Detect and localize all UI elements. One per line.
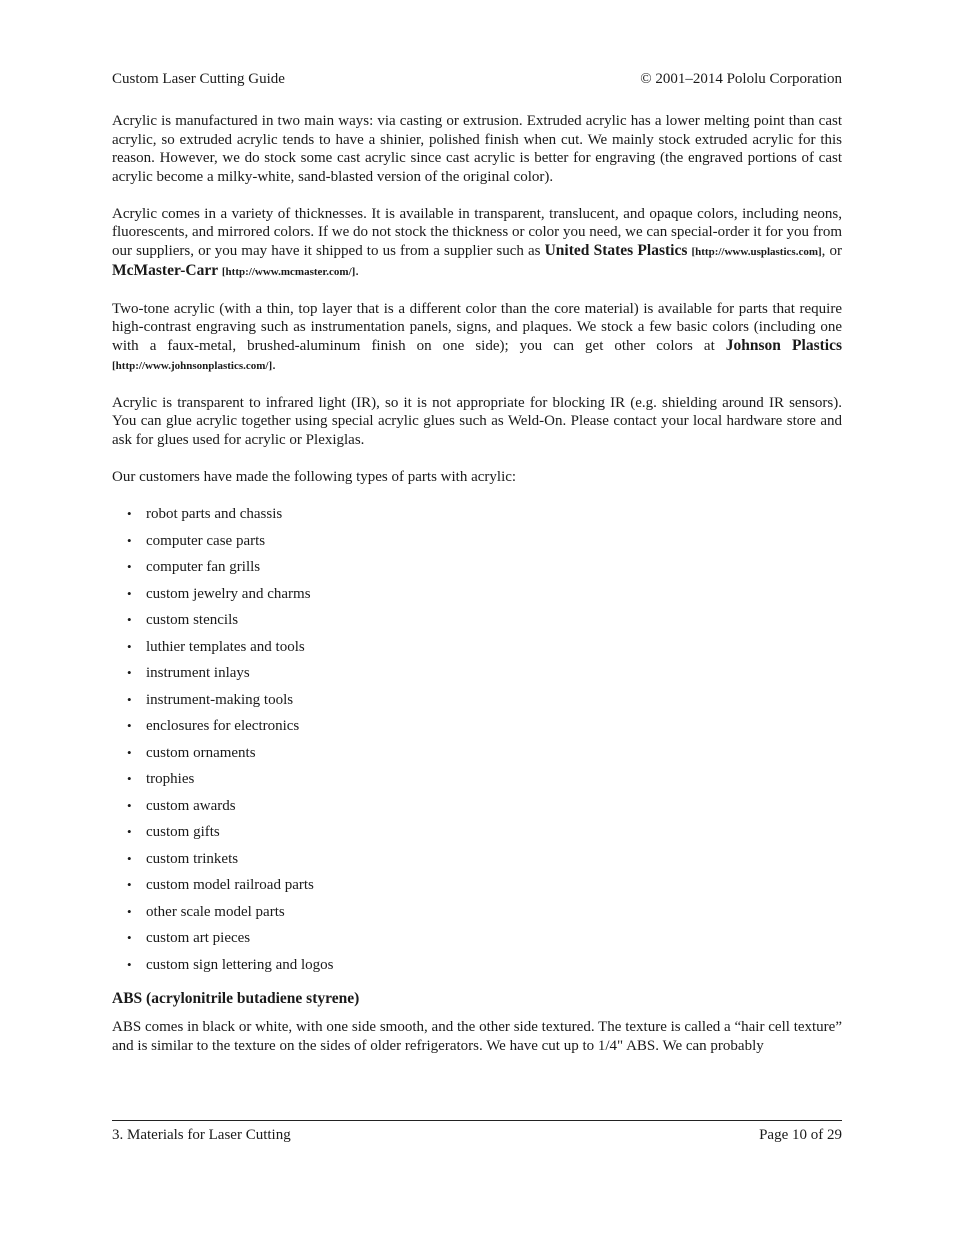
bullet-icon: •: [127, 532, 132, 548]
bullet-icon: •: [127, 771, 132, 786]
section-heading-abs: ABS (acrylonitrile butadiene styrene): [112, 990, 360, 1007]
bullet-icon: •: [127, 506, 132, 521]
list-item-text: robot parts and chassis: [146, 506, 283, 522]
list-item-text: other scale model parts: [146, 903, 285, 920]
list-item: [112, 611, 842, 638]
document-page: [112, 0, 842, 1235]
page-header: [112, 70, 842, 88]
link-mcmaster-carr[interactable]: McMaster-Carr: [112, 261, 219, 279]
list-item: [112, 876, 842, 903]
paragraph-text: Acrylic comes in a variety of thicknesses. It is available in transparent, translucent, and opaque colors, including neons, fluorescents, and mirrored colors. If we do not stock the thickness or color you need, we can special-order it for you from our suppliers, or you may have it shipped to us from a supplier such as: [112, 205, 842, 260]
list-item-text: custom trinkets: [146, 850, 239, 867]
list-item: [112, 929, 842, 956]
bullet-icon: •: [127, 744, 132, 760]
list-item-text: instrument-making tools: [146, 691, 294, 708]
list-item: [112, 850, 842, 877]
list-item-text: custom sign lettering and logos: [146, 956, 334, 973]
acrylic-parts-list: [112, 505, 842, 982]
list-item-text: custom ornaments: [146, 744, 256, 761]
paragraph-acrylic-ir: Acrylic is transparent to infrared light (IR), so it is not appropriate for blocking IR (e.g. shielding around IR sensors). You can glue acrylic together using special acrylic glues such as Weld-On. Please contact your local hardware store and ask for glues used for acrylic or Plexiglas.: [112, 394, 842, 448]
list-item: [112, 903, 842, 930]
list-item: [112, 505, 842, 532]
paragraph-two-tone-acrylic: [112, 300, 842, 375]
list-item-text: custom gifts: [146, 824, 220, 840]
list-item-text: custom art pieces: [146, 930, 251, 946]
bullet-icon: •: [127, 691, 132, 707]
list-item-text: trophies: [146, 771, 195, 787]
list-item: [112, 744, 842, 771]
footer-section-title: 3. Materials for Laser Cutting: [112, 1127, 291, 1143]
bullet-icon: •: [127, 718, 132, 733]
bullet-icon: •: [127, 638, 132, 654]
header-title: Custom Laser Cutting Guide: [112, 71, 285, 87]
bullet-icon: •: [127, 612, 132, 627]
paragraph-acrylic-thicknesses: [112, 205, 842, 281]
bullet-icon: •: [127, 665, 132, 680]
bullet-icon: •: [127, 930, 132, 945]
link-johnson-plastics[interactable]: Johnson Plastics: [725, 336, 842, 354]
list-item: [112, 638, 842, 665]
list-item-text: luthier templates and tools: [146, 638, 305, 655]
list-item: [112, 770, 842, 797]
paragraph-abs: ABS comes in black or white, with one side smooth, and the other side textured. The texture is called a “hair cell texture” and is similar to the texture on the sides of older refrigerators. We have cut up to 1/4" ABS. We can probably: [112, 1019, 842, 1054]
bullet-icon: •: [127, 956, 132, 972]
list-item: [112, 664, 842, 691]
list-item: [112, 956, 842, 983]
header-copyright: © 2001–2014 Pololu Corporation: [640, 71, 842, 87]
list-item: [112, 691, 842, 718]
page-content: [112, 112, 842, 1055]
url-mcmaster[interactable]: [http://www.mcmaster.com/]: [221, 265, 356, 278]
link-united-states-plastics[interactable]: United States Plastics: [544, 242, 688, 260]
bullet-icon: •: [127, 559, 132, 574]
bullet-icon: •: [127, 850, 132, 866]
list-item: [112, 558, 842, 585]
list-item-text: instrument inlays: [146, 665, 250, 681]
bullet-icon: •: [127, 903, 132, 919]
footer-page-number: Page 10 of 29: [759, 1127, 842, 1143]
paragraph-acrylic-manufacturing: Acrylic is manufactured in two main ways: via casting or extrusion. Extruded acrylic has a lower melting point than cast acrylic, so extruded acrylic tends to have a shinier, polished finish when cut. We mainly stock extruded acrylic for this reason. However, we do stock some cast acrylic since cast acrylic is better for engraving (the engraved portions of cast acrylic become a milky-white, sand-blasted version of the original color).: [112, 113, 842, 185]
paragraph-text: Two-tone acrylic (with a thin, top layer that is a different color than the core material) is available for parts that require high-contrast engraving such as instrumentation panels, signs, and plaques. We stock a few basic colors (including one with a faux-metal, brushed-aluminum finish on one side); you can get other colors at: [112, 300, 842, 354]
list-item: [112, 823, 842, 850]
bullet-icon: •: [127, 877, 132, 892]
period-text: .: [272, 356, 276, 373]
page-footer: [112, 1126, 842, 1144]
url-johnsonplastics[interactable]: [http://www.johnsonplastics.com/]: [112, 359, 273, 372]
list-item: [112, 532, 842, 559]
list-item: [112, 585, 842, 612]
url-usplastics[interactable]: [http://www.usplastics.com]: [691, 246, 822, 259]
list-item-text: custom jewelry and charms: [146, 585, 311, 602]
list-item: [112, 797, 842, 824]
footer-divider: [112, 1120, 842, 1121]
list-item: [112, 717, 842, 744]
list-item-text: custom awards: [146, 797, 236, 814]
bullet-icon: •: [127, 797, 132, 813]
list-item-text: computer fan grills: [146, 559, 261, 575]
paragraph-customer-parts-intro: Our customers have made the following types of parts with acrylic:: [112, 468, 517, 485]
list-item-text: enclosures for electronics: [146, 718, 300, 734]
bullet-icon: •: [127, 585, 132, 601]
list-item-text: custom model railroad parts: [146, 877, 314, 893]
list-item-text: custom stencils: [146, 612, 239, 628]
bullet-icon: •: [127, 824, 132, 839]
period-text: .: [355, 262, 360, 279]
list-item-text: computer case parts: [146, 532, 266, 549]
separator-text: , or: [821, 243, 842, 260]
